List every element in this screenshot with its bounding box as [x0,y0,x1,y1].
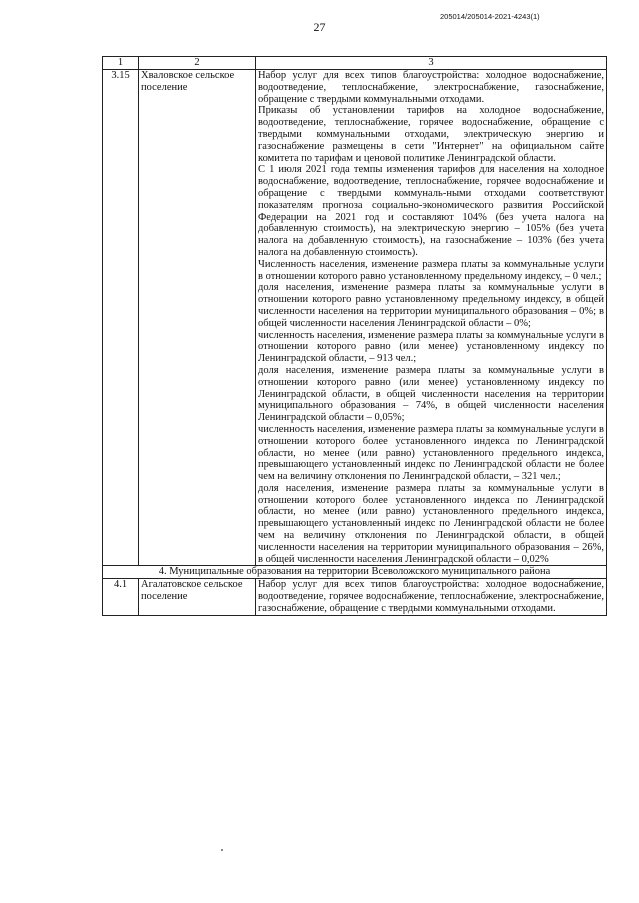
row-number: 4.1 [103,579,139,615]
paragraph: Набор услуг для всех типов благоустройства: холодное водоснабжение, водоотведение, теплоснабжение, электроснабжение, газоснабжение, обращение с твердыми коммунальными отходами. [258,70,604,105]
paragraph: С 1 июля 2021 года темпы изменения тарифов для населения на холодное водоснабжение, водоотведение, теплоснабжение, горячее водоснабжение и обращение с твердыми коммуналь-ными отходами соответствуют показателям прогноза социально-экономического развития Российской Федерации на 2021 год и составляют 104% (без учета налога на добавленную стоимость), на электрическую энергию – 105% (без учета налога на добавленную стоимость), на газоснабжение – 103% (без учета налога на добавленную стоимость). [258,164,604,258]
row-description [256,579,607,615]
paragraph: численность населения, изменение размера платы за коммунальные услуги в отношении которого равно (или менее) установленному индексу по Ленинградской области, – 913 чел.; [258,329,604,365]
document-id: 205014/205014-2021-4243(1) [440,12,540,21]
row-description [256,70,607,566]
paragraph: Набор услуг для всех типов благоустройства: холодное водоснабжение, водоотведение, горячее водоснабжение, теплоснабжение, электроснабжение, газоснабжение, обращение с твердыми коммунальными отходами. [258,579,604,614]
municipality-name: Хваловское сельское поселение [139,70,256,566]
paragraph: численность населения, изменение размера платы за коммунальные услуги в отношении которого более установленного индекса по Ленинградской области, но менее (или равно) установленного предельного индекса, превышающего установленный индекс по Ленинградской области не более чем на величину отклонения по Ленинградской области, – 321 чел.; [258,423,604,483]
section-row [103,566,607,579]
paragraph: доля населения, изменение размера платы за коммунальные услуги в отношении которого равно установленному предельному индексу, в общей численности населения на территории муниципального образования – 0%; в общей численности населения Ленинградской области – 0%; [258,282,604,329]
row-number: 3.15 [103,70,139,566]
column-header-1: 1 [103,57,139,70]
paragraph: Численность населения, изменение размера платы за коммунальные услуги в отношении которого равно установленному предельному индексу, – 0 чел.; [258,258,604,282]
section-heading: 4. Муниципальные образования на территории Всеволожского муниципального района [103,566,607,579]
table-row [103,70,607,566]
paragraph: доля населения, изменение размера платы за коммунальные услуги в отношении которого более установленного индекса по Ленинградской области, но менее (или равно) установленного предельного индекса, превышающего установленный индекс по Ленинградской области не более чем на величину отклонения по Ленинградской области, в общей численности населения на территории муниципального образования – 26%, в общей численности населения Ленинградской области – 0,02% [258,482,604,565]
scan-speck [221,849,223,851]
table-row [103,579,607,615]
page-number: 27 [313,20,326,34]
tariff-table [102,56,607,616]
column-header-2: 2 [139,57,256,70]
column-header-row [103,57,607,70]
paragraph: Приказы об установлении тарифов на холодное водоснабжение, водоотведение, теплоснабжение, горячее водоснабжение, обращение с твердыми коммунальными отходами, электрическую энергию и газоснабжение размещены в сети "Интернет" на официальном сайте комитета по тарифам и ценовой политике Ленинградской области. [258,105,604,164]
paragraph: доля населения, изменение размера платы за коммунальные услуги в отношении которого равно (или менее) установленному индексу по Ленинградской области, в общей численности населения на территории муниципального образования – 74%, в общей численности населения Ленинградской области – 0,05%; [258,364,604,424]
column-header-3: 3 [256,57,607,70]
municipality-name: Агалатовское сельское поселение [139,579,256,615]
